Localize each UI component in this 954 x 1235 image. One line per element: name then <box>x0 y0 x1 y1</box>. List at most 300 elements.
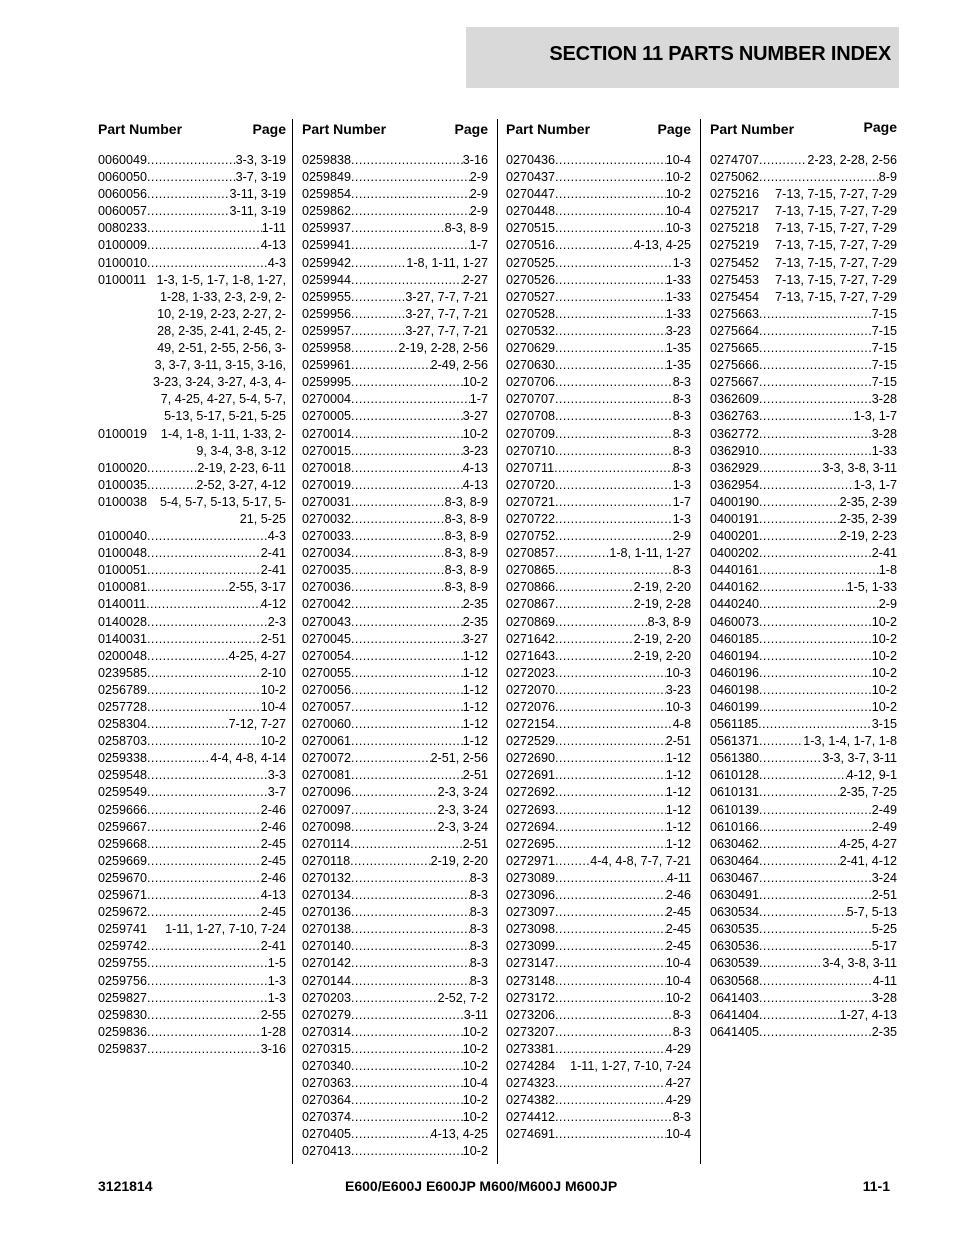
page-number: 11-1 <box>862 1178 890 1194</box>
dot-leader <box>555 819 666 836</box>
part-number: 0400190 <box>710 494 760 509</box>
part-number: 0270752 <box>506 529 556 544</box>
entry-page-refs <box>555 1092 691 1109</box>
page-reference: 3-24 <box>871 870 897 885</box>
page-reference: 2-35 <box>462 614 488 629</box>
entry-page-refs <box>555 802 691 819</box>
part-number: 0271642 <box>506 631 556 646</box>
dot-leader <box>351 648 463 665</box>
dot-leader <box>555 784 666 801</box>
dot-leader <box>351 545 445 562</box>
part-number: 0275219 <box>710 238 760 253</box>
page-reference: 2-51 <box>871 888 897 903</box>
entry-page-refs <box>351 750 488 767</box>
index-entry <box>302 750 488 767</box>
page-reference: 1-3, 1-4, 1-7, 1-8 <box>803 734 897 749</box>
part-number: 0259961 <box>302 358 352 373</box>
index-entry <box>506 237 691 254</box>
entry-page-refs <box>555 836 691 853</box>
index-entry <box>302 819 488 836</box>
page-reference: 1-12 <box>665 819 691 834</box>
index-entry <box>302 648 488 665</box>
entry-page-refs <box>759 648 897 665</box>
page-reference: 4-4, 4-8, 7-7, 7-21 <box>590 853 691 868</box>
part-number: 0060049 <box>98 153 148 167</box>
index-entry <box>506 272 691 289</box>
dot-leader <box>351 1007 464 1024</box>
part-number: 0270043 <box>302 614 352 629</box>
dot-leader <box>759 699 872 716</box>
index-entry <box>710 921 897 938</box>
part-number: 0270004 <box>302 392 352 407</box>
dot-leader <box>351 1041 463 1058</box>
part-number-header: Part Number <box>710 121 795 137</box>
page-reference: 2-9 <box>672 529 691 544</box>
page-reference: 10-2 <box>462 1058 488 1073</box>
dot-leader <box>759 990 872 1007</box>
dot-leader <box>351 1109 463 1126</box>
entry-page-refs <box>759 272 897 289</box>
part-number: 0259670 <box>98 870 148 885</box>
part-number: 0259672 <box>98 905 148 920</box>
dot-leader <box>555 990 666 1007</box>
part-number: 0270515 <box>506 221 556 236</box>
part-number: 0060056 <box>98 187 148 202</box>
dot-leader <box>555 545 609 562</box>
page-header: Page <box>657 121 691 137</box>
part-number: 0100038 <box>98 494 148 509</box>
dot-leader <box>351 169 470 186</box>
index-entry <box>506 511 691 528</box>
part-number: 0641405 <box>710 1024 760 1039</box>
page-reference: 2-45 <box>260 905 286 920</box>
part-number: 0270005 <box>302 409 352 424</box>
entry-page-refs <box>759 357 897 374</box>
entry-page-refs <box>351 1007 488 1024</box>
entry-page-refs <box>147 1007 286 1024</box>
entry-page-refs <box>759 408 897 425</box>
part-number: 0270032 <box>302 511 352 526</box>
entry-page-refs <box>759 374 897 391</box>
dot-leader <box>147 802 261 819</box>
index-entry <box>506 340 691 357</box>
part-number: 0273147 <box>506 956 556 971</box>
entry-page-refs <box>147 784 286 801</box>
index-entry <box>506 767 691 784</box>
entry-page-refs <box>555 152 691 169</box>
dot-leader <box>555 323 666 340</box>
part-number: 0270042 <box>302 597 352 612</box>
entry-page-refs <box>555 374 691 391</box>
dot-leader <box>759 374 872 391</box>
index-entry <box>506 802 691 819</box>
page-reference: 2-35, 2-39 <box>839 494 897 509</box>
page-reference: 10-4 <box>665 204 691 219</box>
index-entry <box>98 802 286 819</box>
entry-page-refs <box>351 494 488 511</box>
index-entry <box>302 1109 488 1126</box>
entry-page-refs <box>147 836 286 853</box>
part-number: 0140028 <box>98 614 148 629</box>
dot-leader <box>351 374 463 391</box>
entry-page-refs <box>555 596 691 613</box>
page-reference: 5-17 <box>871 939 897 954</box>
page-reference: 1-4, 1-8, 1-11, 1-33, 2-9, 3-4, 3-8, 3-12 <box>160 426 286 458</box>
page-reference: 4-13, 4-25 <box>430 1127 488 1142</box>
index-entry <box>506 733 691 750</box>
entry-list <box>710 152 897 1041</box>
entry-page-refs <box>555 477 691 494</box>
entry-page-refs <box>555 648 691 665</box>
index-entry <box>302 955 488 972</box>
dot-leader <box>759 152 807 169</box>
part-number: 0140011 <box>98 597 147 612</box>
page-reference: 4-13 <box>260 238 286 253</box>
entry-page-refs <box>351 767 488 784</box>
index-entry <box>98 921 286 938</box>
part-number: 0270033 <box>302 529 352 544</box>
entry-page-refs <box>351 306 488 323</box>
entry-page-refs <box>759 391 897 408</box>
index-entry <box>710 767 897 784</box>
dot-leader <box>147 733 261 750</box>
index-entry <box>506 784 691 801</box>
entry-page-refs <box>147 802 286 819</box>
entry-page-refs <box>555 699 691 716</box>
dot-leader <box>555 596 634 613</box>
entry-page-refs <box>350 836 488 853</box>
entry-page-refs <box>351 1109 488 1126</box>
part-number: 0275663 <box>710 306 760 321</box>
entry-page-refs <box>758 716 897 733</box>
page-reference: 2-10 <box>260 665 286 680</box>
entry-page-refs <box>555 1075 691 1092</box>
part-number: 0362609 <box>710 392 760 407</box>
index-entry <box>98 152 286 169</box>
page-reference: 8-3, 8-9 <box>444 580 488 595</box>
page-reference: 10-2 <box>462 1093 488 1108</box>
entry-page-refs <box>555 955 691 972</box>
entry-page-refs <box>759 853 897 870</box>
part-number: 0256789 <box>98 682 148 697</box>
page-reference: 7-13, 7-15, 7-27, 7-29 <box>775 272 897 287</box>
part-number: 0270045 <box>302 631 352 646</box>
page-reference: 2-41 <box>260 546 286 561</box>
page-reference: 1-33 <box>871 443 897 458</box>
index-entry <box>506 357 691 374</box>
dot-leader <box>554 460 673 477</box>
index-entry <box>710 802 897 819</box>
entry-page-refs <box>759 887 897 904</box>
index-entry <box>506 1007 691 1024</box>
dot-leader <box>351 272 463 289</box>
entry-page-refs <box>351 819 488 836</box>
dot-leader <box>351 186 470 203</box>
part-number: 0270034 <box>302 546 352 561</box>
part-number: 0272529 <box>506 734 556 749</box>
entry-page-refs <box>351 716 488 733</box>
dot-leader <box>351 1075 463 1092</box>
index-entry <box>710 955 897 972</box>
page-reference: 1-12 <box>462 717 488 732</box>
index-entry <box>506 545 691 562</box>
page-reference: 2-23, 2-28, 2-56 <box>807 153 897 167</box>
index-entry <box>710 904 897 921</box>
entry-page-refs <box>555 767 691 784</box>
entry-page-refs <box>351 152 488 169</box>
dot-leader <box>147 699 261 716</box>
part-number: 0362772 <box>710 426 760 441</box>
index-entry <box>710 1007 897 1024</box>
page-reference: 10-2 <box>462 375 488 390</box>
page-reference: 2-51 <box>462 768 488 783</box>
index-entry <box>98 819 286 836</box>
entry-page-refs <box>147 169 286 186</box>
page-reference: 10-2 <box>871 665 897 680</box>
index-entry <box>98 836 286 853</box>
part-number: 0259741 <box>98 922 148 937</box>
entry-page-refs <box>555 443 691 460</box>
entry-page-refs <box>759 152 897 169</box>
dot-leader <box>147 938 261 955</box>
entry-page-refs <box>759 767 897 784</box>
part-number: 0641403 <box>710 990 760 1005</box>
index-entry <box>506 426 691 443</box>
index-entry <box>302 443 488 460</box>
part-number: 0270142 <box>302 956 352 971</box>
entry-page-refs <box>759 955 897 972</box>
dot-leader <box>555 579 634 596</box>
part-number: 0259755 <box>98 956 148 971</box>
part-number: 0273172 <box>506 990 556 1005</box>
index-entry <box>506 1041 691 1058</box>
dot-leader <box>147 887 261 904</box>
dot-leader <box>555 733 666 750</box>
part-number: 0060057 <box>98 204 148 219</box>
part-number: 0362910 <box>710 443 760 458</box>
dot-leader <box>759 887 872 904</box>
page-reference: 4-4, 4-8, 4-14 <box>210 751 286 766</box>
dot-leader <box>351 255 406 272</box>
index-entry <box>506 596 691 613</box>
entry-page-refs <box>759 784 897 801</box>
entry-page-refs <box>759 921 897 938</box>
entry-list <box>302 152 488 1161</box>
index-entry <box>302 904 488 921</box>
page-reference: 10-2 <box>871 648 897 663</box>
dot-leader <box>351 1058 463 1075</box>
entry-page-refs <box>555 186 691 203</box>
part-number: 0272690 <box>506 751 556 766</box>
page-reference: 3-7 <box>267 785 286 800</box>
entry-page-refs <box>351 289 488 306</box>
page-reference: 1-3 <box>267 990 286 1005</box>
dot-leader <box>759 357 872 374</box>
part-number: 0270405 <box>302 1127 352 1142</box>
part-number: 0270437 <box>506 170 556 185</box>
entry-page-refs <box>555 973 691 990</box>
dot-leader <box>555 272 666 289</box>
page-reference: 1-12 <box>665 768 691 783</box>
page-reference: 1-33 <box>665 289 691 304</box>
part-number: 0270114 <box>302 836 351 851</box>
dot-leader <box>147 904 261 921</box>
entry-page-refs <box>146 272 286 426</box>
dot-leader <box>555 648 634 665</box>
dot-leader <box>147 853 261 870</box>
entry-page-refs <box>147 648 286 665</box>
index-entry <box>302 203 488 220</box>
index-entry <box>98 272 286 426</box>
page-reference: 8-3 <box>469 939 488 954</box>
index-entry <box>710 1024 897 1041</box>
part-number: 0272971 <box>506 853 556 868</box>
page-reference: 2-19, 2-20 <box>430 853 488 868</box>
entry-page-refs <box>759 614 897 631</box>
index-entry <box>302 340 488 357</box>
part-number: 0275667 <box>710 375 760 390</box>
part-number: 0270526 <box>506 272 556 287</box>
index-entry <box>710 716 897 733</box>
entry-page-refs <box>351 784 488 801</box>
part-number: 0257728 <box>98 700 148 714</box>
index-entry <box>506 579 691 596</box>
dot-leader <box>147 203 229 220</box>
dot-leader <box>351 289 405 306</box>
page-reference: 10-2 <box>462 1144 488 1159</box>
entry-page-refs <box>555 904 691 921</box>
dot-leader <box>555 391 673 408</box>
entry-page-refs <box>351 511 488 528</box>
index-entry <box>710 152 897 169</box>
entry-page-refs <box>147 186 286 203</box>
part-number: 0270869 <box>506 614 556 629</box>
page-reference: 1-12 <box>462 734 488 749</box>
entry-page-refs <box>147 255 286 272</box>
index-entry <box>506 169 691 186</box>
entry-page-refs <box>147 1024 286 1041</box>
index-entry <box>302 255 488 272</box>
page-reference: 10-3 <box>665 700 691 714</box>
part-number: 0273148 <box>506 973 556 988</box>
page-reference: 1-3 <box>672 477 691 492</box>
index-entry <box>506 648 691 665</box>
part-number: 0610166 <box>710 819 760 834</box>
part-number: 0275218 <box>710 221 760 236</box>
dot-leader <box>351 802 438 819</box>
entry-page-refs <box>147 870 286 887</box>
dot-leader <box>351 511 445 528</box>
index-entry <box>710 460 897 477</box>
page-reference: 8-3 <box>469 973 488 988</box>
index-entry <box>710 836 897 853</box>
entry-page-refs <box>147 562 286 579</box>
index-entry <box>710 784 897 801</box>
page-reference: 8-3, 8-9 <box>444 494 488 509</box>
entry-page-refs <box>555 220 691 237</box>
part-number: 0270031 <box>302 494 352 509</box>
dot-leader <box>759 648 872 665</box>
index-entry <box>710 306 897 323</box>
part-number: 0270056 <box>302 682 352 697</box>
dot-leader <box>147 562 261 579</box>
column-divider <box>497 119 498 1164</box>
page-reference: 8-3 <box>469 956 488 971</box>
entry-page-refs <box>351 169 488 186</box>
page-reference: 8-3, 8-9 <box>444 563 488 578</box>
dot-leader <box>147 220 262 237</box>
page-reference: 1-3, 1-7 <box>853 477 897 492</box>
part-number: 0258703 <box>98 734 148 749</box>
entry-page-refs <box>147 460 286 477</box>
page-reference: 8-3 <box>672 409 691 424</box>
entry-page-refs <box>147 990 286 1007</box>
dot-leader <box>351 733 463 750</box>
dot-leader <box>351 460 463 477</box>
index-entry <box>302 767 488 784</box>
dot-leader <box>555 973 666 990</box>
page-reference: 8-3, 8-9 <box>444 511 488 526</box>
column-header <box>506 118 691 152</box>
page-reference: 2-41 <box>260 563 286 578</box>
dot-leader <box>351 1126 431 1143</box>
index-entry <box>506 220 691 237</box>
entry-page-refs <box>351 699 488 716</box>
dot-leader <box>759 631 872 648</box>
page-reference: 8-3 <box>672 375 691 390</box>
dot-leader <box>555 408 673 425</box>
entry-page-refs <box>759 1007 897 1024</box>
dot-leader <box>351 562 445 579</box>
page-reference: 8-3 <box>672 1024 691 1039</box>
index-entry <box>506 1024 691 1041</box>
part-number: 0270118 <box>302 853 351 868</box>
index-entry <box>506 528 691 545</box>
part-number: 0270340 <box>302 1058 352 1073</box>
page-reference: 3-23 <box>665 323 691 338</box>
page-reference: 10-4 <box>665 1127 691 1142</box>
page-reference: 10-3 <box>665 665 691 680</box>
dot-leader <box>759 750 822 767</box>
page-reference: 8-3 <box>672 1110 691 1125</box>
index-entry <box>98 169 286 186</box>
index-entry <box>710 408 897 425</box>
entry-page-refs <box>759 699 897 716</box>
page-reference: 4-29 <box>665 1041 691 1056</box>
index-entry <box>302 836 488 853</box>
part-number: 0630491 <box>710 888 760 903</box>
index-entry <box>98 596 286 613</box>
page-reference: 2-35, 7-25 <box>839 785 897 800</box>
dot-leader <box>555 152 666 169</box>
index-entry <box>98 237 286 254</box>
entry-page-refs <box>147 955 286 972</box>
page-reference: 4-3 <box>267 255 286 270</box>
dot-leader <box>351 1092 463 1109</box>
entry-page-refs <box>351 426 488 443</box>
page-reference: 8-3 <box>469 905 488 920</box>
page-reference: 2-19, 2-20 <box>633 580 691 595</box>
index-entry <box>302 665 488 682</box>
part-number: 0274284 <box>506 1058 556 1073</box>
dot-leader <box>147 1041 261 1058</box>
index-entry <box>710 750 897 767</box>
index-entry <box>506 289 691 306</box>
entry-page-refs <box>759 819 897 836</box>
index-entry <box>506 631 691 648</box>
entry-page-refs <box>555 340 691 357</box>
entry-page-refs <box>147 528 286 545</box>
